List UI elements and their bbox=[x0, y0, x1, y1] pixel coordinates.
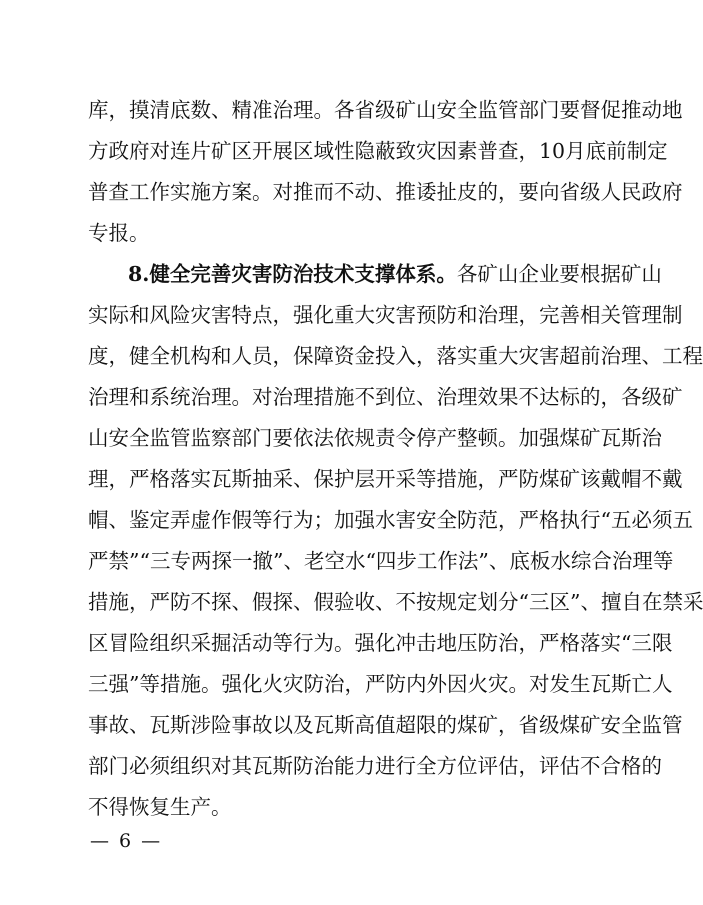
text-line: 度，健全机构和人员，保障资金投入，落实重大灾害超前治理、工程 bbox=[88, 344, 703, 368]
text-line: 严禁”“三专两探一撤”、老空水“四步工作法”、底板水综合治理等 bbox=[88, 549, 674, 573]
text-line: 山安全监管监察部门要依法依规责令停产整顿。加强煤矿瓦斯治 bbox=[88, 426, 662, 450]
text-line: 事故、瓦斯涉险事故以及瓦斯高值超限的煤矿，省级煤矿安全监管 bbox=[88, 713, 683, 737]
text-line: 库，摸清底数、精准治理。各省级矿山安全监管部门要督促推动地 bbox=[88, 98, 683, 122]
page-number: — 6 — bbox=[90, 830, 163, 852]
text-line: 普查工作实施方案。对推而不动、推诿扯皮的，要向省级人民政府 bbox=[88, 180, 683, 204]
paragraph-8-first-line bbox=[128, 254, 662, 294]
text-line: 治理和系统治理。对治理措施不到位、治理效果不达标的，各级矿 bbox=[88, 385, 683, 409]
text-line: 三强”等措施。强化火灾防治，严防内外因火灾。对发生瓦斯亡人 bbox=[88, 672, 673, 696]
text-run: 各矿山企业要根据矿山 bbox=[456, 262, 662, 286]
text-line: 理，严格落实瓦斯抽采、保护层开采等措施，严防煤矿该戴帽不戴 bbox=[88, 467, 683, 491]
text-line: 实际和风险灾害特点，强化重大灾害预防和治理，完善相关管理制 bbox=[88, 303, 683, 327]
text-line: 方政府对连片矿区开展区域性隐蔽致灾因素普查，10月底前制定 bbox=[88, 139, 668, 163]
text-line: 专报。 bbox=[88, 221, 150, 245]
text-line: 部门必须组织对其瓦斯防治能力进行全方位评估，评估不合格的 bbox=[88, 754, 662, 778]
text-line: 不得恢复生产。 bbox=[88, 795, 232, 819]
heading-8: 8.健全完善灾害防治技术支撑体系。 bbox=[128, 262, 457, 286]
text-line: 帽、鉴定弄虚作假等行为；加强水害安全防范，严格执行“五必须五 bbox=[88, 508, 693, 532]
text-line: 措施，严防不探、假探、假验收、不按规定划分“三区”、擅自在禁采 bbox=[88, 590, 703, 614]
text-line: 区冒险组织采掘活动等行为。强化冲击地压防治，严格落实“三限 bbox=[88, 631, 673, 655]
